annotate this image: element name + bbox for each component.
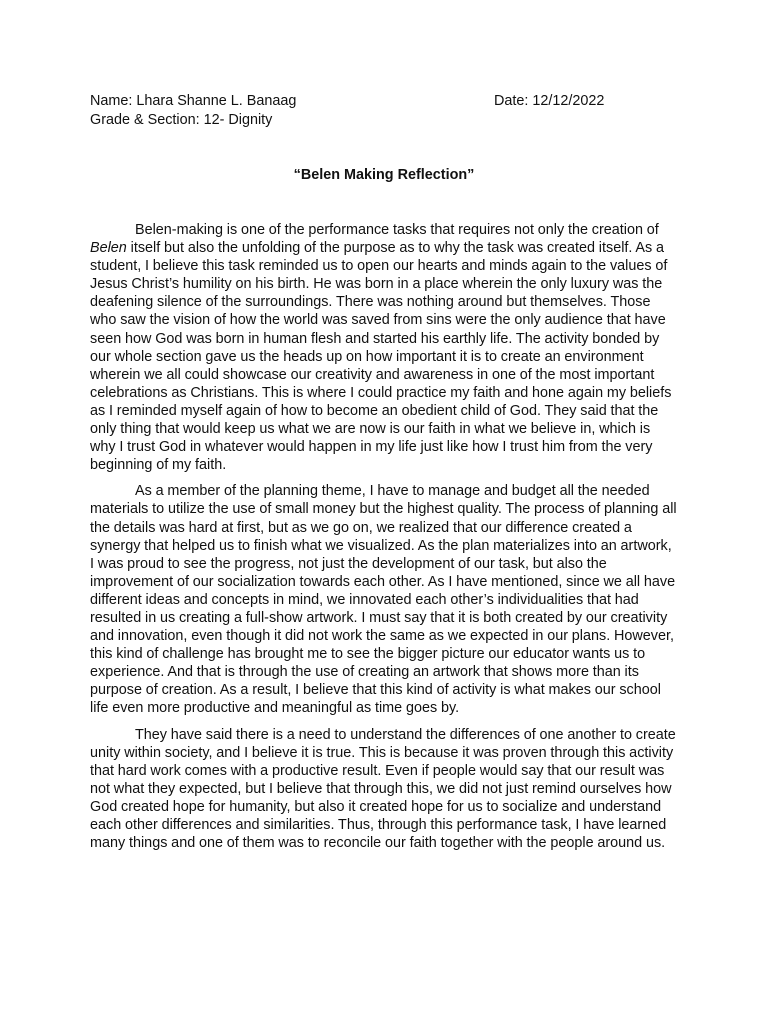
name-value: Lhara Shanne L. Banaag	[136, 93, 297, 109]
name-label: Name:	[90, 93, 133, 109]
paragraph-3: They have said there is a need to understand the differences of one another to create unity within society, and I believe it is true. This is because it was proven through this activity that hard work comes with a productive result. Even if people would say that our result was not what they expected, but I believe that through this, we did not just remind ourselves how God created hope for humanity, but also it created hope for us to socialize and understand each other differences and similarities. Thus, through this performance task, I have learned many things and one of them was to reconcile our faith together with the people around us.	[90, 726, 676, 852]
grade-value: 12- Dignity	[203, 112, 273, 128]
paragraph-1-rest: itself but also the unfolding of the purpose as to why the task was created itself. As a student, I believe this task reminded us to open our hearts and minds again to the values of Jesus Christ’s humility on his birth. He was born in a place wherein the only luxury was the deafening silence of the surroundings. There was nothing around but themselves. Those who saw the vision of how the world was saved from sins were the only audience that have seen how God was born in human flesh and started his earthly life. The activity bonded by our whole section gave us the heads up on how important it is to create an environment wherein we all could showcase our creativity and awareness in one of the most important celebrations as Christians. This is where I could practice my faith and hone again my beliefs as I reminded myself again of how to become an obedient child of God. They said that the only thing that would keep us what we are now is our faith in what we believe in, which is why I trust God in whatever would happen in my life just like how I trust him from the very beginning of my faith.	[90, 240, 672, 474]
document-body	[90, 221, 679, 860]
paragraph-1-start: Belen-making is one of the performance tasks that requires not only the creation of	[135, 222, 659, 238]
grade-section-line	[90, 111, 272, 129]
date-line	[494, 92, 604, 110]
student-name-line	[90, 92, 296, 110]
paragraph-1-italic-word: Belen	[90, 240, 127, 257]
document-title: “Belen Making Reflection”	[293, 167, 475, 183]
paragraph-1	[90, 221, 679, 474]
date-value: 12/12/2022	[532, 93, 605, 109]
grade-label: Grade & Section:	[90, 112, 200, 128]
date-label: Date:	[494, 93, 529, 109]
paragraph-2: As a member of the planning theme, I have to manage and budget all the needed materials to utilize the use of small money but the highest quality. The process of planning all the details was hard at first, but as we go on, we realized that our difference created a synergy that helped us to finish what we visualized. As the plan materializes into an artwork, I was proud to see the progress, not just the development of our task, but also the improvement of our socialization towards each other. As I have mentioned, since we all have different ideas and concepts in mind, we innovated each other’s individualities that had resulted in us creating a full-show artwork. I must say that it is both created by our creativity and innovation, even though it did not work the same as we expected in our plans. However, this kind of challenge has brought me to see the bigger picture our educator wants us to experience. And that is through the use of creating an artwork that shows more than its purpose of creation. As a result, I believe that this kind of activity is what makes our school life even more productive and meaningful as time goes by.	[90, 483, 677, 717]
